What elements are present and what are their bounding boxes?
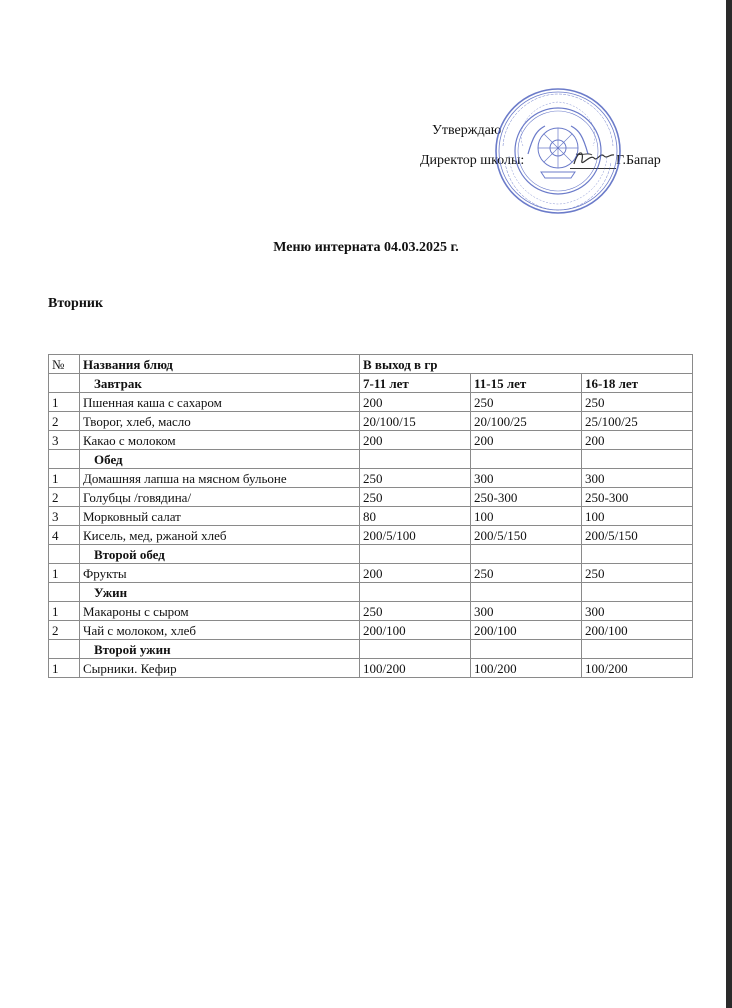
section-empty-cell [582,450,693,469]
section-empty-cell [582,545,693,564]
portion-value: 80 [360,507,471,526]
portion-value: 200/100 [582,621,693,640]
row-number: 1 [49,469,80,488]
dish-name: Чай с молоком, хлеб [80,621,360,640]
dish-name: Творог, хлеб, масло [80,412,360,431]
section-title: Завтрак [80,374,360,393]
portion-value: 200/5/150 [471,526,582,545]
approve-label: Утверждаю [432,123,502,138]
section-empty-cell [471,583,582,602]
row-number: 4 [49,526,80,545]
section-title: Второй ужин [80,640,360,659]
section-empty-cell [360,583,471,602]
section-empty-cell [360,450,471,469]
dish-name: Фрукты [80,564,360,583]
row-number: 3 [49,431,80,450]
portion-value: 100 [471,507,582,526]
section-empty-cell [471,450,582,469]
table-row [49,507,693,526]
portion-value: 250 [582,393,693,412]
portion-value: 200 [471,431,582,450]
portion-value: 250 [360,469,471,488]
table-header-row [49,355,693,374]
section-title: Второй обед [80,545,360,564]
scan-edge [726,0,732,1008]
header-yield: В выход в гр [360,355,693,374]
dish-name: Домашняя лапша на мясном бульоне [80,469,360,488]
director-name: Г.Бапар [616,153,661,168]
portion-value: 100 [582,507,693,526]
portion-value: 200/100 [471,621,582,640]
dish-name: Кисель, мед, ржаной хлеб [80,526,360,545]
section-row [49,450,693,469]
portion-value: 20/100/15 [360,412,471,431]
section-empty-cell [471,545,582,564]
portion-value: 300 [471,469,582,488]
menu-table [48,354,693,678]
row-number: 2 [49,412,80,431]
table-row [49,488,693,507]
row-number: 1 [49,564,80,583]
dish-name: Морковный салат [80,507,360,526]
portion-value: 250 [471,564,582,583]
section-empty-cell [582,640,693,659]
table-row [49,526,693,545]
portion-value: 100/200 [582,659,693,678]
row-number: 1 [49,393,80,412]
dish-name: Сырники. Кефир [80,659,360,678]
row-number: 1 [49,659,80,678]
section-empty-cell [360,545,471,564]
section-num-cell [49,374,80,393]
row-number: 3 [49,507,80,526]
section-row [49,545,693,564]
portion-value: 200 [360,393,471,412]
weekday-label: Вторник [48,296,104,311]
age-group-header: 16-18 лет [582,374,693,393]
section-num-cell [49,583,80,602]
portion-value: 250-300 [582,488,693,507]
section-num-cell [49,640,80,659]
age-group-header: 11-15 лет [471,374,582,393]
section-title: Ужин [80,583,360,602]
table-row [49,431,693,450]
portion-value: 300 [582,469,693,488]
portion-value: 200 [360,564,471,583]
row-number: 1 [49,602,80,621]
header-dish: Названия блюд [80,355,360,374]
dish-name: Какао с молоком [80,431,360,450]
section-row [49,640,693,659]
table-row [49,412,693,431]
table-row [49,393,693,412]
portion-value: 300 [582,602,693,621]
section-row [49,374,693,393]
stamp-icon [493,86,623,216]
portion-value: 100/200 [471,659,582,678]
portion-value: 250 [582,564,693,583]
row-number: 2 [49,488,80,507]
section-empty-cell [471,640,582,659]
dish-name: Голубцы /говядина/ [80,488,360,507]
portion-value: 200 [582,431,693,450]
portion-value: 20/100/25 [471,412,582,431]
portion-value: 200/5/150 [582,526,693,545]
director-label: Директор школы: [420,153,525,168]
portion-value: 200/5/100 [360,526,471,545]
portion-value: 200/100 [360,621,471,640]
section-num-cell [49,545,80,564]
portion-value: 300 [471,602,582,621]
section-empty-cell [360,640,471,659]
portion-value: 250-300 [471,488,582,507]
table-row [49,621,693,640]
table-row [49,469,693,488]
table-row [49,659,693,678]
dish-name: Пшенная каша с сахаром [80,393,360,412]
age-group-header: 7-11 лет [360,374,471,393]
table-row [49,602,693,621]
portion-value: 200 [360,431,471,450]
portion-value: 100/200 [360,659,471,678]
portion-value: 250 [360,488,471,507]
table-row [49,564,693,583]
section-row [49,583,693,602]
portion-value: 250 [360,602,471,621]
header-num: № [49,355,80,374]
portion-value: 250 [471,393,582,412]
dish-name: Макароны с сыром [80,602,360,621]
portion-value: 25/100/25 [582,412,693,431]
row-number: 2 [49,621,80,640]
section-num-cell [49,450,80,469]
section-empty-cell [582,583,693,602]
section-title: Обед [80,450,360,469]
page-title: Меню интерната 04.03.2025 г. [273,240,459,255]
